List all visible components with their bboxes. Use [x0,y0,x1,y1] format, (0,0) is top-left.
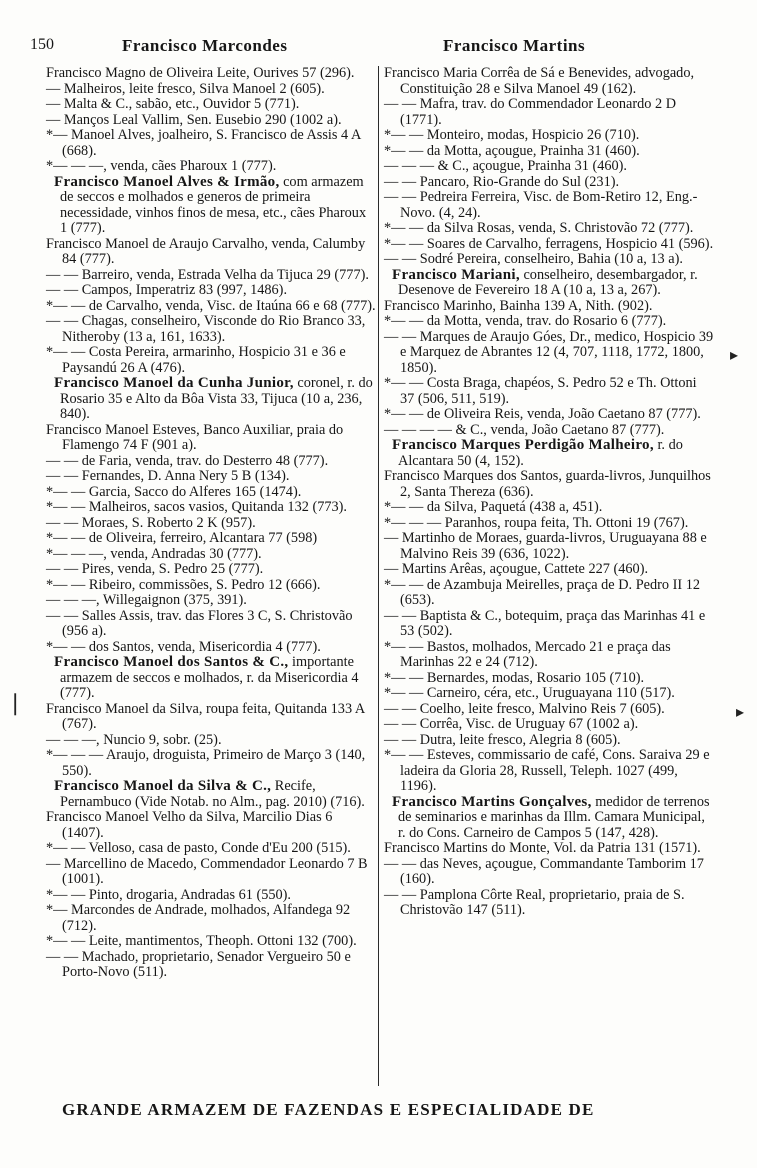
directory-entry: Francisco Magno de Oliveira Leite, Ourives 57 (296). [46,65,355,81]
directory-entry: — — —, Willegaignon (375, 391). [46,592,247,608]
directory-entry: *— — da Silva, Paquetá (438 a, 451). [384,499,603,515]
directory-entry: — Malheiros, leite fresco, Silva Manoel 2 (605). [46,80,325,97]
directory-entry: — — Pamplona Côrte Real, proprietario, praia de S. Christovão 147 (511). [384,886,685,918]
directory-entry: *— — da Motta, açougue, Prainha 31 (460). [384,142,640,159]
entry-heading-name: Francisco Manoel da Cunha Junior, [54,375,294,391]
directory-entry: — — Sodré Pereira, conselheiro, Bahia (10 a, 13 a). [384,251,683,267]
directory-entry: *— — Esteves, commissario de café, Cons. Saraiva 29 e ladeira da Gloria 28, Russell, Teleph. 1027 (499, 1196). [384,747,710,794]
directory-entry: — Marcellino de Macedo, Commendador Leonardo 7 B (1001). [46,855,368,887]
directory-entry: *— — Carneiro, céra, etc., Uruguayana 110 (517). [384,685,675,701]
directory-entry: Francisco Maria Corrêa de Sá e Benevides, advogado, Constituição 28 e Silva Manoel 49 (162). [384,65,695,97]
page-footer-banner: GRANDE ARMAZEM DE FAZENDAS E ESPECIALIDADE DE [62,1100,595,1119]
left-running-title: Francisco Marcondes [122,36,288,55]
directory-entry: Francisco Manoel da Silva, roupa feita, Quitanda 133 A (767). [46,700,365,732]
directory-entry: — Martins Arêas, açougue, Cattete 227 (460). [384,561,649,577]
directory-entry: — — Pedreira Ferreira, Visc. de Bom-Retiro 12, Eng.-Novo. (4, 24). [384,189,698,221]
directory-entry: *— — dos Santos, venda, Misericordia 4 (777). [46,638,321,655]
directory-entry: — — Salles Assis, trav. das Flores 3 C, S. Christovão (956 a). [46,607,353,639]
directory-entry: *— — Garcia, Sacco do Alferes 165 (1474). [46,483,302,500]
directory-entry: *— — — Paranhos, roupa feita, Th. Ottoni 19 (767). [384,514,689,531]
directory-entry: Francisco Manoel dos Santos & C., importante armazem de seccos e molhados, r. da Misericordia 4 (777). [54,654,359,701]
directory-entry: *— — —, venda, cães Pharoux 1 (777). [46,158,277,174]
directory-entry: *— — Ribeiro, commissões, S. Pedro 12 (666). [46,576,321,593]
margin-mark: ▸ [730,347,739,364]
directory-entry: *— — Bastos, molhados, Mercado 21 e praça das Marinhas 22 e 24 (712). [384,638,671,670]
directory-entry: *— — Bernardes, modas, Rosario 105 (710). [384,669,645,686]
entry-heading-name: Francisco Manoel dos Santos & C., [54,654,289,670]
directory-entry: — Martinho de Moraes, guarda-livros, Uruguayana 88 e Malvino Reis 39 (636, 1022). [384,530,707,562]
directory-entry: Francisco Manoel da Cunha Junior, coronel, r. do Rosario 35 e Alto da Bôa Vista 33, Tijuca (10 a, 236, 840). [54,375,373,422]
directory-entry: *— — de Carvalho, venda, Visc. de Itaúna 66 e 68 (777). [46,297,376,314]
directory-entry: — — Mafra, trav. do Commendador Leonardo 2 D (1771). [384,96,677,128]
right-running-title: Francisco Martins [443,36,586,55]
entry-heading-name: Francisco Martins Gonçalves, [392,793,592,810]
directory-entry: Francisco Mariani, conselheiro, desembargador, r. Desenove de Fevereiro 18 A (10 a, 13 a, 267). [392,266,698,298]
directory-entry: — — das Neves, açougue, Commandante Tamborim 17 (160). [384,855,704,887]
column-divider [378,66,379,1086]
directory-entry: — — Machado, proprietario, Senador Vergueiro 50 e Porto-Novo (511). [46,948,351,980]
entry-heading-name: Francisco Mariani, [392,266,520,283]
page-number: 150 [30,36,54,53]
directory-entry: — — Marques de Araujo Góes, Dr., medico, Hospicio 39 e Marquez de Abrantes 12 (4, 707, 1118, 1772, 1800, 1850). [384,328,714,376]
entry-heading-name: Francisco Manoel Alves & Irmão, [54,173,280,190]
directory-entry: *— — Soares de Carvalho, ferragens, Hospicio 41 (596). [384,235,714,252]
directory-entry: Francisco Manoel Alves & Irmão, com armazem de seccos e molhados e generos de primeira necessidade, vinhos finos de mesa, etc., cães Pharoux 1 (777). [54,173,367,236]
directory-entry: Francisco Manoel Esteves, Banco Auxiliar, praia do Flamengo 74 F (901 a). [46,421,344,453]
directory-entry: — — Corrêa, Visc. de Uruguay 67 (1002 a). [384,716,639,732]
left-column [46,66,376,1088]
directory-entry: — — Pancaro, Rio-Grande do Sul (231). [384,173,620,190]
directory-entry: *— — Leite, mantimentos, Theoph. Ottoni 132 (700). [46,933,357,949]
entry-heading-name: Francisco Manoel da Silva & C., [54,778,272,794]
directory-entry: — — Baptista & C., botequim, praça das Marinhas 41 e 53 (502). [384,607,706,639]
directory-entry: — — — — & C., venda, João Caetano 87 (777). [384,421,665,438]
directory-entry: Francisco Marques dos Santos, guarda-livros, Junquilhos 2, Santa Thereza (636). [384,468,711,500]
page-header [30,36,727,60]
directory-entry: Francisco Martins do Monte, Vol. da Patria 131 (1571). [384,840,701,856]
directory-entry: *— — Costa Braga, chapéos, S. Pedro 52 e Th. Ottoni 37 (506, 511, 519). [384,375,697,407]
directory-entry: *— — Monteiro, modas, Hospicio 26 (710). [384,127,640,143]
directory-entry: Francisco Marques Perdigão Malheiro, r. do Alcantara 50 (4, 152). [392,437,683,469]
directory-entry: — — Pires, venda, S. Pedro 25 (777). [46,561,264,577]
directory-entry: *— — Malheiros, sacos vasios, Quitanda 132 (773). [46,499,347,515]
directory-entry: *— — Pinto, drogaria, Andradas 61 (550). [46,886,291,903]
directory-entry: Francisco Marinho, Bainha 139 A, Nith. (902). [384,297,653,314]
directory-entry: *— — — Araujo, droguista, Primeiro de Março 3 (140, 550). [46,747,366,779]
directory-entry: *— — —, venda, Andradas 30 (777). [46,545,262,562]
directory-entry: *— — da Motta, venda, trav. do Rosario 6 (777). [384,313,667,329]
directory-entry: — — Fernandes, D. Anna Nery 5 B (134). [46,468,290,484]
directory-entry: *— — de Azambuja Meirelles, praça de D. Pedro II 12 (653). [384,576,701,608]
directory-entry: *— Manoel Alves, joalheiro, S. Francisco de Assis 4 A (668). [46,127,361,159]
directory-entry: Francisco Manoel de Araujo Carvalho, venda, Calumby 84 (777). [46,235,366,267]
right-column [384,66,714,1088]
directory-entry: — — — & C., açougue, Prainha 31 (460). [384,158,628,174]
directory-entry: — — Campos, Imperatriz 83 (997, 1486). [46,282,288,298]
directory-entry: — — Chagas, conselheiro, Visconde do Rio Branco 33, Nitheroby (13 a, 161, 1633). [46,313,366,345]
directory-entry: Francisco Martins Gonçalves, medidor de terrenos de seminarios e marinhas da Illm. Camara Municipal, r. do Cons. Carneiro de Campos 5 (147, 428). [392,793,710,841]
directory-entry: — Manços Leal Vallim, Sen. Eusebio 290 (1002 a). [46,111,342,128]
directory-entry: — — Barreiro, venda, Estrada Velha da Tijuca 29 (777). [46,266,369,283]
margin-mark: ❘ [6,690,25,715]
directory-entry: *— — Velloso, casa de pasto, Conde d'Eu 200 (515). [46,840,351,856]
directory-entry: *— — de Oliveira Reis, venda, João Caetano 87 (777). [384,406,701,422]
directory-entry: — — Dutra, leite fresco, Alegria 8 (605). [384,731,621,748]
directory-entry: — Malta & C., sabão, etc., Ouvidor 5 (771). [46,96,300,112]
directory-entry: — — Moraes, S. Roberto 2 K (957). [46,514,256,531]
directory-entry: Francisco Manoel da Silva & C., Recife, Pernambuco (Vide Notab. no Alm., pag. 2010) (716). [54,778,365,810]
margin-mark: ▸ [736,704,745,721]
directory-entry: *— — de Oliveira, ferreiro, Alcantara 77 (598) [46,530,318,546]
directory-entry: *— — da Silva Rosas, venda, S. Christovão 72 (777). [384,220,694,236]
directory-entry: — — de Faria, venda, trav. do Desterro 48 (777). [46,452,329,469]
directory-entry: *— — Costa Pereira, armarinho, Hospicio 31 e 36 e Paysandú 26 A (476). [46,344,346,376]
directory-entry: Francisco Manoel Velho da Silva, Marcilio Dias 6 (1407). [46,809,333,841]
directory-entry: — — —, Nuncio 9, sobr. (25). [46,731,222,748]
directory-entry: — — Coelho, leite fresco, Malvino Reis 7 (605). [384,700,665,717]
entry-heading-name: Francisco Marques Perdigão Malheiro, [392,437,654,453]
directory-entry: *— Marcondes de Andrade, molhados, Alfandega 92 (712). [46,902,351,934]
